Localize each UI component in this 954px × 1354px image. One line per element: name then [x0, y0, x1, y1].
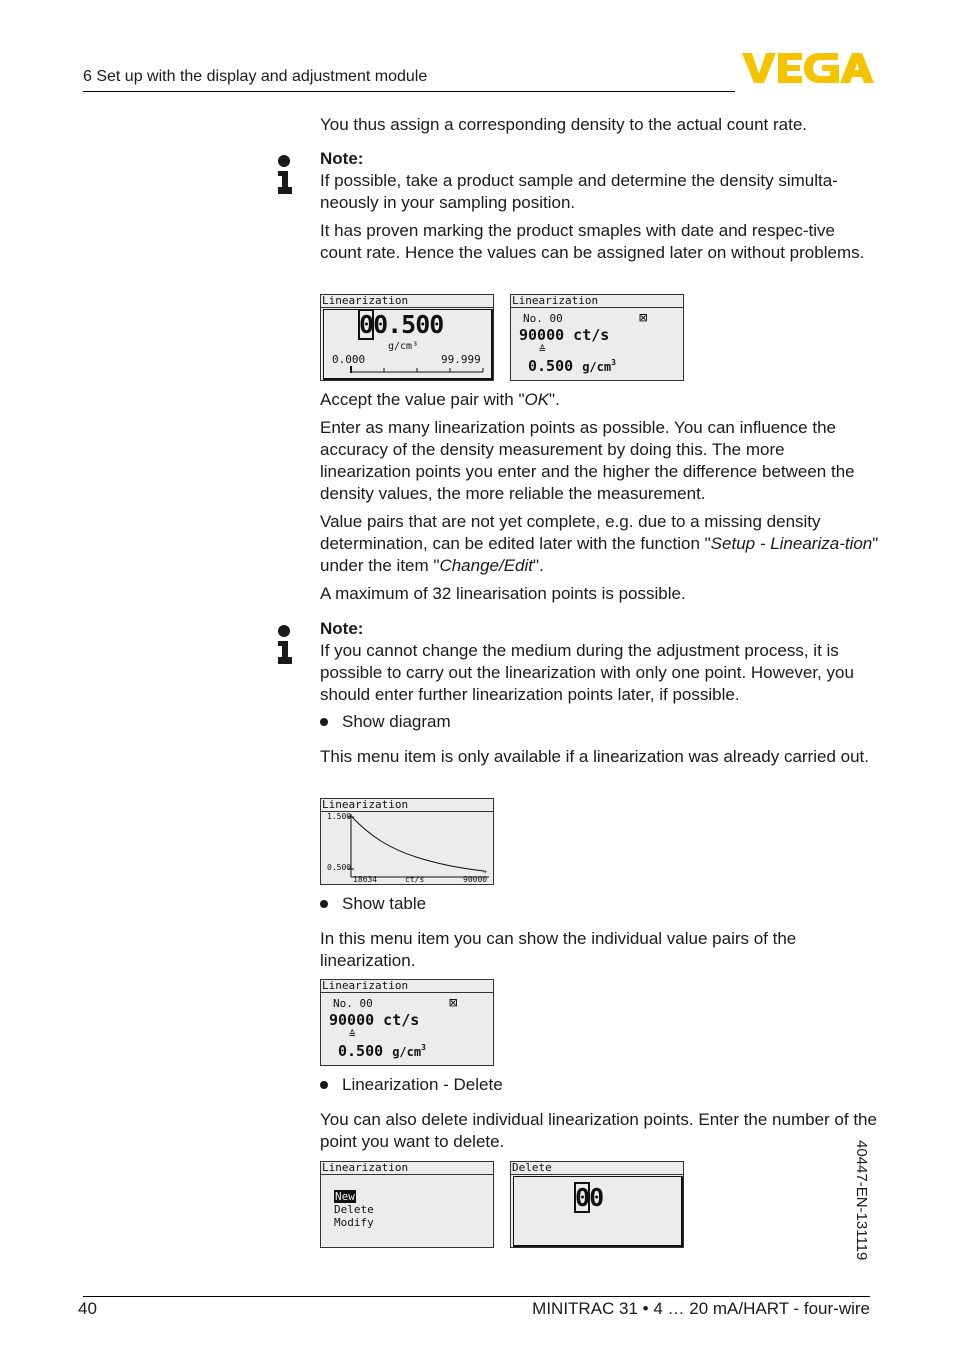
x-max-label: 90000	[463, 875, 488, 884]
product-name: MINITRAC 31 • 4 … 20 mA/HART - four-wire	[532, 1299, 870, 1318]
density-value: 00.500	[359, 310, 444, 339]
enter-points-paragraph: Enter as many linearization points as possible. You can influence the accuracy of the density measurement by doing this. The more linearization points you enter and the higher the difference between the density values, the more reliable the measurement.	[320, 418, 855, 503]
bullet-dot	[320, 1081, 328, 1089]
density-unit: g/cm³	[388, 341, 419, 352]
range-scale	[349, 363, 489, 375]
note-1-paragraph-1: If possible, take a product sample and determine the density simulta-neously in your sampling position.	[320, 171, 838, 212]
note-2	[320, 618, 880, 712]
lcd-linearization-input	[320, 294, 494, 381]
range-max: 99.999	[441, 353, 481, 366]
lcd-title: Linearization	[512, 294, 599, 307]
point-number: No. 00	[333, 997, 373, 1010]
diagram-paragraph: This menu item is only available if a linearization was already carried out.	[320, 747, 869, 766]
delete-point-number: 00	[575, 1183, 604, 1212]
y-min-label: 0.500	[327, 863, 352, 872]
bullet-dot	[320, 718, 328, 726]
lcd-title: Linearization	[322, 294, 409, 307]
svg-text:+: +	[483, 868, 488, 876]
max-points-paragraph: A maximum of 32 linearisation points is possible.	[320, 584, 686, 603]
bullet-show-diagram: Show diagram	[320, 711, 451, 733]
lcd-linearization-pair	[510, 294, 684, 381]
count-rate: 90000 ct/s	[329, 1011, 420, 1029]
section-header: 6 Set up with the display and adjustment module	[83, 68, 428, 85]
equivalent-icon: ≙	[539, 343, 546, 356]
density-value: 0.500 $g/cm^3$	[338, 1042, 426, 1060]
lcd-delete	[510, 1161, 684, 1248]
density-value: 0.500 $g/cm^3$	[528, 357, 616, 375]
info-icon	[276, 154, 294, 194]
bullet-dot	[320, 900, 328, 908]
cursor-digit: 0	[575, 1183, 590, 1212]
count-rate: 90000 ct/s	[519, 326, 610, 344]
x-unit-label: ct/s	[405, 875, 425, 884]
page-number: 40	[78, 1299, 97, 1318]
footer-rule	[83, 1296, 870, 1297]
lcd-menu	[334, 1190, 374, 1229]
note-1-title: Note:	[320, 149, 364, 168]
menu-item-modify: Modify	[334, 1216, 374, 1229]
checkbox-icon: ⊠	[449, 995, 458, 1011]
info-icon	[276, 624, 294, 664]
table-paragraph: In this menu item you can show the individual value pairs of the linearization.	[320, 929, 797, 970]
linearization-curve	[321, 799, 493, 884]
bullet-linearization-delete: Linearization - Delete	[320, 1074, 503, 1096]
checkbox-icon: ⊠	[639, 310, 648, 326]
x-min-label: 18634	[353, 875, 378, 884]
lcd-title: Linearization	[322, 798, 409, 811]
document-number: 40447-EN-131119	[853, 1140, 870, 1261]
accept-paragraph: Accept the value pair with "OK".	[320, 390, 560, 409]
equivalent-icon: ≙	[349, 1028, 356, 1041]
menu-item-delete: Delete	[334, 1203, 374, 1216]
lcd-title: Linearization	[322, 979, 409, 992]
delete-paragraph: You can also delete individual linearization points. Enter the number of the point you want to delete.	[320, 1110, 877, 1151]
range-min: 0.000	[332, 353, 366, 366]
header-rule	[83, 91, 735, 92]
menu-item-new: New	[335, 1190, 355, 1203]
point-number: No. 00	[523, 312, 563, 325]
cursor-digit: 0	[359, 310, 374, 339]
lcd-linearization-diagram	[320, 798, 494, 885]
y-max-label: 1.500	[327, 812, 352, 821]
lcd-linearization-menu	[320, 1161, 494, 1248]
lcd-title: Delete	[512, 1161, 552, 1174]
bullet-show-table: Show table	[320, 893, 426, 915]
note-2-paragraph-1: If you cannot change the medium during the adjustment process, it is possible to carry out the linearization with only one point. However, you should enter further linearization points later, if possible.	[320, 641, 854, 704]
lcd-linearization-table	[320, 979, 494, 1066]
vega-logo	[742, 52, 874, 84]
lcd-title: Linearization	[322, 1161, 409, 1174]
intro-paragraph: You thus assign a corresponding density to the actual count rate.	[320, 115, 808, 134]
note-2-title: Note:	[320, 619, 364, 638]
value-pairs-paragraph: Value pairs that are not yet complete, e.g. due to a missing density determination, can be edited later with the function "Setup - Lineariza-tion" under the item "Change/Edit".	[320, 512, 879, 575]
note-1-paragraph-2: It has proven marking the product smaples with date and respec-tive count rate. Hence the values can be assigned later on without problems.	[320, 221, 865, 262]
note-1	[320, 148, 880, 270]
